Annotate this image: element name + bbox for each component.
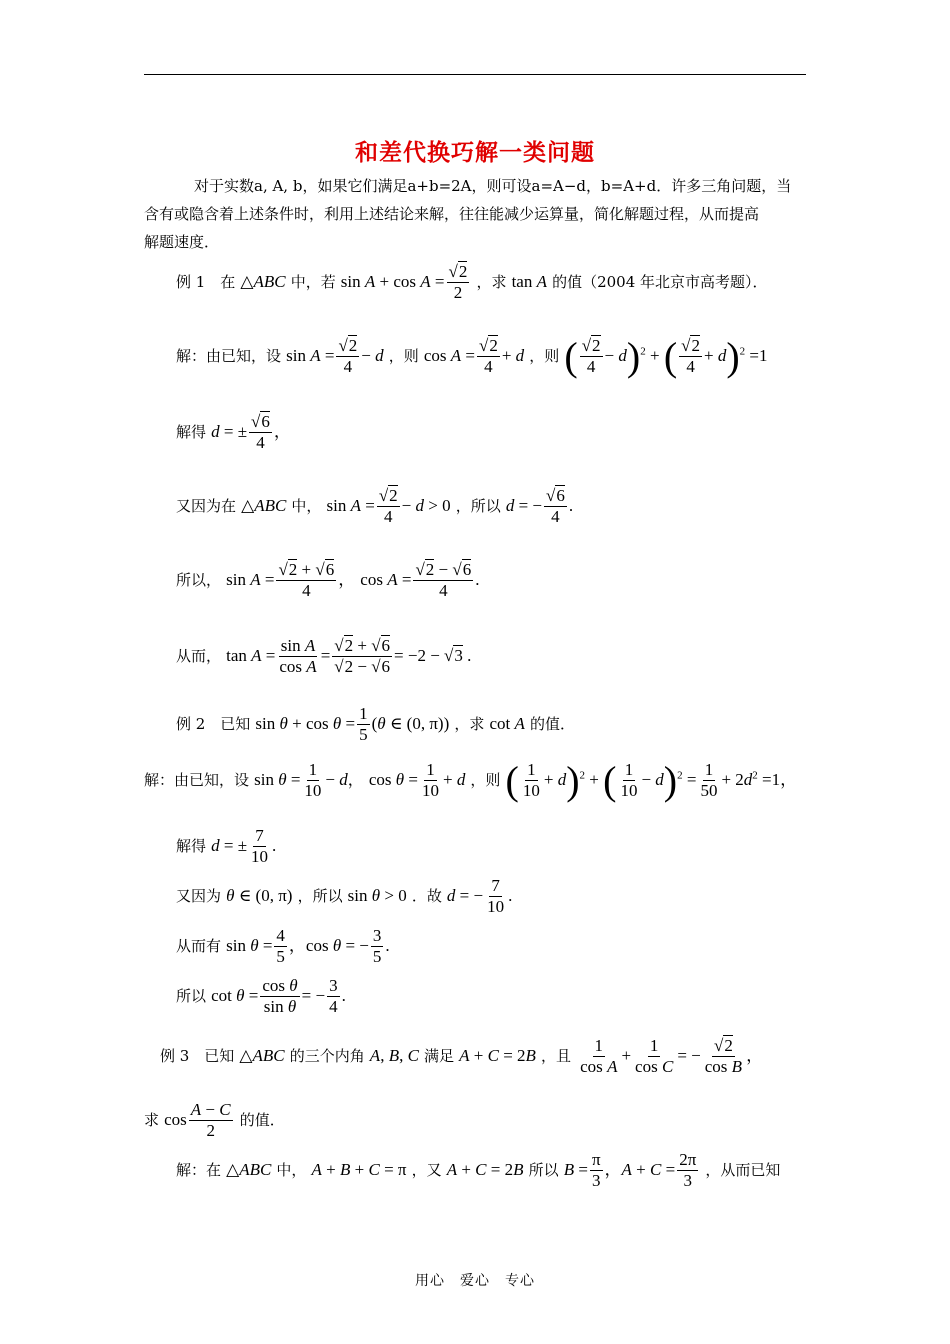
text-fragment: ，则: [470, 770, 501, 789]
text-fragment: ，所以: [455, 496, 501, 515]
triangle-abc: △ABC: [241, 495, 287, 515]
text-fragment: ，所以: [297, 886, 343, 905]
equation: cos θ = $\frac{1}{10}$ + d: [368, 760, 466, 801]
equation: cos A = $\frac{√2 - √6}{4}$ .: [360, 560, 480, 601]
equation: sin A = $\frac{√2}{4}$ − d > 0: [326, 486, 451, 527]
equation: A + C = 2B: [459, 1045, 536, 1065]
equation: cot θ = $\frac{\text{cos θ}}{\text{sin θ}}$ = − $\frac{3}{4}$ .: [211, 976, 346, 1017]
text-fragment: ，又: [411, 1160, 442, 1179]
example-1-solve-d: [176, 412, 291, 454]
text-fragment: 解：由已知，设: [144, 770, 250, 789]
text-fragment: 的值（2004 年北京市高考题）．: [552, 272, 768, 291]
text-fragment: 中，: [291, 496, 322, 515]
example-2-sign: [176, 876, 512, 918]
equation: $\frac{1}{\text{cos A}}$ + $\frac{1}{\text{cos C}}$ = − $\frac{√2}{\text{cos B}}$ ，: [580, 1036, 764, 1077]
text-fragment: 求: [144, 1110, 160, 1129]
text-fragment: 所以，: [176, 570, 222, 589]
text-fragment: 解得: [176, 836, 207, 855]
equation: A + B + C = π: [311, 1159, 407, 1179]
equation: A + C = 2B: [446, 1159, 524, 1179]
equation: sin A + cos A = $\frac{√2}{2}$: [340, 262, 468, 303]
intro-line-3: 解题速度．: [144, 233, 220, 251]
equation: sin θ > 0: [347, 885, 407, 905]
example-2-solution-line: 解：由已知，设 sin θ = $\frac{1}{10}$ − d， cos θ = $\frac{1}{10}$ + d ，则 ( $\frac{1}{10}$ + d)$^2$ + ( $\frac{1}{10}$ − d)$^2$ = $\frac{1}{50}$ + $2d^2 =1$，: [144, 757, 798, 803]
equation: sin θ = $\frac{4}{5}$ ，cos θ = − $\frac{3}{5}$ .: [226, 926, 390, 967]
equation: ( $\frac{1}{10}$ + d)$^2$ + ( $\frac{1}{10}$ − d)$^2$ = $\frac{1}{50}$ + $2d^2 =1$，: [505, 757, 798, 803]
text-fragment: ．故: [411, 886, 442, 905]
equation: B = $\frac{\pi}{3}$ ，A + C = $\frac{2\pi}{3}$: [563, 1150, 697, 1191]
example-2-solve-d: [176, 826, 276, 868]
text-fragment: ，求: [476, 272, 507, 291]
example-2-values: [176, 926, 390, 968]
equation: tan A = $\frac{\text{sin A}}{\text{cos A}}$ = $\frac{√2 + √6}{√2 - √6}$ = −2 − √3 .: [226, 636, 472, 677]
text-fragment: 中，若: [290, 272, 336, 291]
equation: sin A = $\frac{√2 + √6}{4}$ ，: [226, 560, 356, 601]
example-1-values: [176, 560, 479, 602]
text-fragment: ，求: [454, 714, 485, 733]
text-fragment: 的三个内角: [289, 1046, 365, 1065]
example-2-result: [176, 976, 346, 1018]
example-1-sign: [176, 486, 573, 528]
example-1-result: [176, 636, 471, 678]
equation: d = − $\frac{7}{10}$ .: [446, 876, 513, 917]
triangle-abc: △ABC: [240, 271, 286, 291]
equation: ( $\frac{√2}{4}$ − d)$^2$ + ( $\frac{√2}{4}$ + d)$^2$ =1: [564, 333, 768, 379]
text-fragment: 解：由已知，设: [176, 346, 282, 365]
text-fragment: 解得: [176, 422, 207, 441]
equation: cos A = $\frac{√2}{4}$ + d: [423, 336, 525, 377]
example-2-label: 例 2 已知: [176, 714, 251, 733]
example-2-statement: [176, 704, 575, 746]
triangle-abc: △ABC: [239, 1045, 285, 1065]
text-fragment: ，且: [541, 1046, 572, 1065]
text-fragment: 又因为: [176, 886, 222, 905]
equation: d = ± $\frac{7}{10}$ .: [211, 826, 277, 867]
text-fragment: 从而有: [176, 936, 222, 955]
equation: d = ± $\frac{√6}{4}$ ，: [211, 412, 291, 453]
text-fragment: 中，: [276, 1160, 307, 1179]
example-3-label: 例 3 已知: [160, 1046, 235, 1065]
header-rule: [144, 74, 806, 75]
example-1-solution-line: [176, 333, 768, 379]
equation: sin θ = $\frac{1}{10}$ − d: [254, 760, 348, 801]
text-fragment: ，则: [388, 346, 419, 365]
text-fragment: 又因为在: [176, 496, 237, 515]
equation: d = − $\frac{√6}{4}$ .: [505, 486, 574, 527]
equation: sin A = $\frac{√2}{4}$ − d: [286, 336, 384, 377]
example-1-label: 例 1 在: [176, 272, 236, 291]
tan-a: tan A: [511, 271, 547, 291]
text-fragment: 满足: [424, 1046, 455, 1065]
angles: A, B, C: [369, 1045, 419, 1065]
example-1-statement: [176, 262, 768, 304]
equation: sin θ + cos θ = $\frac{1}{5}$ (θ ∈ (0, π)): [255, 704, 450, 745]
text-fragment: ，从而已知: [705, 1160, 781, 1179]
equation: cos $\frac{A - C}{2}$: [164, 1100, 231, 1141]
page-footer: 用心 爱心 专心: [415, 1273, 535, 1289]
text-fragment: 所以: [176, 986, 207, 1005]
triangle-abc: △ABC: [226, 1159, 272, 1179]
cot-a: cot A: [489, 713, 525, 733]
example-3-solution: [176, 1150, 780, 1192]
text-fragment: 从而，: [176, 646, 222, 665]
text-fragment: 的值．: [529, 714, 575, 733]
example-3-statement: [160, 1036, 763, 1078]
equation: θ ∈ (0, π): [226, 885, 293, 905]
page-title: 和差代换巧解一类问题: [355, 139, 595, 166]
text-fragment: 解：在: [176, 1160, 222, 1179]
example-3-question: [144, 1100, 285, 1142]
intro-line-2: 含有或隐含着上述条件时，利用上述结论来解，往往能减少运算量，简化解题过程，从而提高: [144, 205, 760, 223]
intro-line-1: 对于实数a, A, b，如果它们满足a+b=2A，则可设a=A−d，b=A+d．许多三角问题，当: [194, 177, 792, 195]
text-fragment: 所以: [528, 1160, 559, 1179]
text-fragment: ，则: [529, 346, 560, 365]
text-fragment: 的值．: [239, 1110, 285, 1129]
